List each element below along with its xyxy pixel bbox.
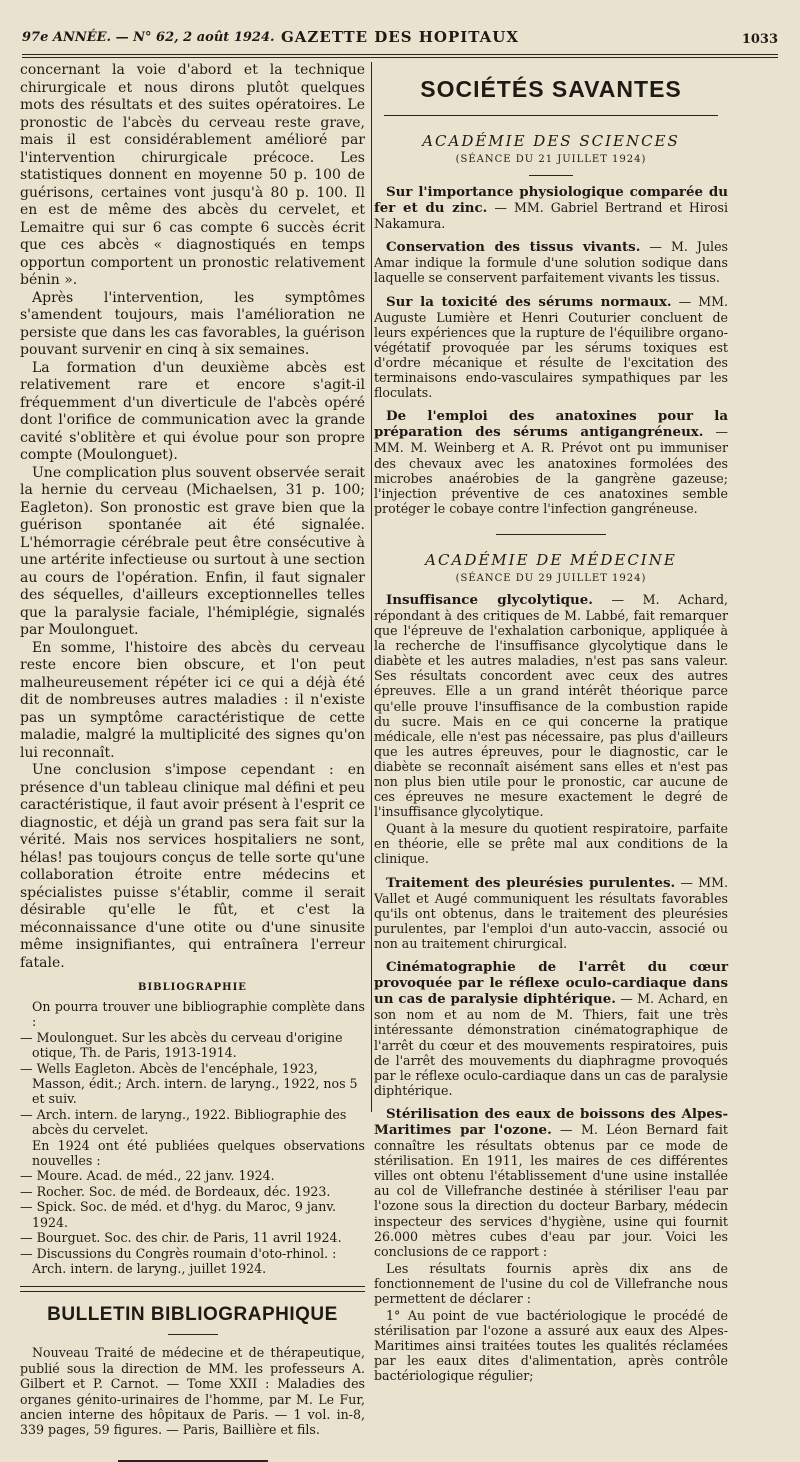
section-rule — [384, 115, 718, 116]
page-header — [22, 26, 778, 48]
report-item — [374, 1308, 728, 1383]
report-text: — M. Léon Bernard fait connaître les résultats obtenus par ce mode de stérilisation. En 1911, les maires de ces différentes villes ont obtenu l'établissement d'une usine installée au col de Villefranche destinée à stériliser l'eau par l'ozone sous la direction du docteur Barbary, médecin inspecteur des services d'hygiène, usine qui fournit 26.000 mètres cubes d'eau par jour. Voici les conclusions de ce rapport : — [374, 1121, 728, 1259]
report-item — [374, 592, 728, 819]
body-paragraph: concernant la voie d'abord et la technique chirurgicale et nous dirons plutôt quelques mots des résultats et des suites opératoires. Le pronostic de l'abcès du cerveau reste grave, mais il est considérablement amélioré par l'intervention chirurgicale précoce. Les statistiques donnent en moyenne 50 p. 100 de guérisons, certaines vont jusqu'à 80 p. 100. Il en est de même des abcès du cervelet, et Lemaitre qui sur 6 cas compte 6 succès écrit que ces abcès « diagnostiqués en temps opportun comportent un pronostic relativement bénin ». — [20, 62, 365, 288]
body-paragraph: Une complication plus souvent observée serait la hernie du cerveau (Michaelsen, 31 p. 100; Eagleton). Son pronostic est grave bien que la guérison spontanée ait été signalée. L'hémorragie cérébrale peut être consécutive à une artérite infectieuse ou surtout à une section au cours de l'opération. Enfin, il faut signaler des séquelles, d'ailleurs exceptionnelles telles que la paralysie faciale, l'hémiplégie, signalés par Moulonguet. — [20, 464, 365, 638]
header-rule — [22, 54, 778, 55]
bibliography-item: — Bourguet. Soc. des chir. de Paris, 11 avril 1924. — [20, 1230, 342, 1246]
report-text: — M. Jules Amar indique la formule d'une solution sodique dans laquelle se conservent parfaitement vivants les tissus. — [374, 239, 729, 286]
report-item — [374, 875, 728, 951]
divider — [529, 175, 573, 176]
header-rule-second — [22, 57, 778, 58]
bibliography-intro: En 1924 ont été publiées quelques observations nouvelles : — [32, 1137, 365, 1169]
section-title: SOCIÉTÉS SAVANTES — [420, 76, 682, 102]
report-title: Sur la toxicité des sérums normaux. — [386, 293, 672, 310]
closing-ornament — [118, 1460, 268, 1462]
bibliography-item: — Moulonguet. Sur les abcès du cerveau d'origine otique, Th. de Paris, 1913-1914. — [20, 1029, 343, 1061]
section-separator — [20, 1286, 365, 1292]
journal-title: GAZETTE DES HOPITAUX — [280, 28, 519, 46]
bibliography-item: — Rocher. Soc. de méd. de Bordeaux, déc. 1923. — [20, 1183, 331, 1199]
report-text: — MM. Vallet et Augé communiquent les résultats favorables qu'ils ont obtenus, dans le traitement des pleurésies purulentes, par l'emploi d'un auto-vaccin, associé ou non au traitement chirurgical. — [374, 874, 728, 951]
bibliography-item: — Discussions du Congrès roumain d'oto-rhinol. : Arch. intern. de laryng., juillet 1924. — [20, 1245, 337, 1276]
session-date: (SÉANCE DU 21 JUILLET 1924) — [455, 154, 647, 165]
report-item — [374, 821, 728, 866]
right-column — [374, 62, 728, 1384]
body-paragraph: En somme, l'histoire des abcès du cerveau reste encore bien obscure, et l'on peut malheureusement répéter ici ce qui a déjà été dit de nombreuses autres maladies : il n'existe pas un symptôme caractéristique de cette maladie, malgré la multiplicité des signes qu'on lui reconnaît. — [20, 639, 365, 761]
report-title: Insuffisance glycolytique. — [386, 591, 593, 608]
page-number: 1033 — [741, 32, 778, 47]
left-column — [20, 62, 365, 1462]
report-item — [374, 294, 728, 401]
bibliography-item: — Wells Eagleton. Abcès de l'encéphale, 1923, Masson, édit.; Arch. intern. de laryng., 1922, nos 5 et suiv. — [20, 1060, 358, 1107]
report-title: Stérilisation des eaux de boissons des Alpes-Maritimes par l'ozone. — [374, 1105, 728, 1138]
report-text: 1° Au point de vue bactériologique le procédé de stérilisation par l'ozone a assuré aux eaux des Alpes-Maritimes ainsi traitées toutes les qualités réclamées par les eaux dites d'alimentation, après contrôle bactériologique régulier; — [374, 1308, 728, 1384]
report-text: — MM. Gabriel Bertrand et Hirosi Nakamura. — [374, 200, 728, 232]
report-item — [374, 1261, 728, 1306]
title-underline — [168, 1334, 218, 1335]
academy-heading: ACADÉMIE DE MÉDECINE — [425, 550, 677, 569]
bibliography-heading: BIBLIOGRAPHIE — [138, 982, 247, 993]
bibliography-item: — Arch. intern. de laryng., 1922. Bibliographie des abcès du cervelet. — [20, 1106, 347, 1138]
bulletin-entry: Nouveau Traité de médecine et de thérapeutique, publié sous la direction de MM. les professeurs A. Gilbert et P. Carnot. — Tome XXII : Maladies des organes génito-urinaires de l'homme, par M. Le Fur, ancien interne des hôpitaux de Paris. — 1 vol. in-8, 339 pages, 59 figures. — Paris, Baillière et fils. — [20, 1345, 365, 1438]
report-text: Les résultats fournis après dix ans de fonctionnement de l'usine du col de Villefranche nous permettent de déclarer : — [374, 1260, 728, 1306]
report-text: — M. Achard, en son nom et au nom de M. Thiers, fait une très intéressante démonstration cinématographique de l'arrêt du cœur et des mouvements respiratoires, puis de l'arrêt des mouvements du diaphragme provoqués par le réflexe oculo-cardiaque dans un cas de paralysie diphtérique. — [374, 991, 728, 1098]
report-title: Sur l'importance physiologique comparée du fer et du zinc. — [374, 184, 728, 217]
report-text: Quant à la mesure du quotient respiratoire, parfaite en théorie, elle se prête mal aux conditions de la clinique. — [374, 821, 728, 867]
body-paragraph: Après l'intervention, les symptômes s'amendent toujours, mais l'amélioration ne persiste que dans les cas favorables, la guérison pouvant survenir en cinq à six semaines. — [20, 289, 365, 358]
report-text: — MM. M. Weinberg et A. R. Prévot ont pu immuniser des chevaux avec les anatoxines formolées des microbes anaérobies de la gangrène gazeuse; l'injection préventive de ces anatoxines semble protéger le cobaye contre l'infection gangréneuse. — [374, 424, 728, 516]
report-item — [374, 239, 728, 285]
bibliography-item: — Moure. Acad. de méd., 22 janv. 1924. — [20, 1168, 275, 1184]
report-item — [374, 959, 728, 1098]
report-text: — M. Achard, répondant à des critiques de M. Labbé, fait remarquer que l'épreuve de l'exhalation carbonique, appliquée à la recherche de l'insuffisance glycolytique dans le diabète et les autres maladies, n'est pas sans valeur. Ses résultats concordent avec ceux des autres épreuves. Elle a un grand intérêt théorique parce qu'elle prouve l'insuffisance de la combustion rapide du sucre. Mais en ce qui concerne la pratique médicale, elle n'est pas nécessaire, pas plus d'ailleurs que les autres épreuves, pour le diagnostic, car le diabète se reconnaît aisément sans elles et n'est pas non plus bien utile pour le pronostic, car aucune de ces épreuves ne mesure exactement le degré de l'insuffisance glycolytique. — [374, 591, 729, 820]
issue-info: 97e ANNÉE. — N° 62, 2 août 1924. — [22, 30, 275, 45]
academy-heading: ACADÉMIE DES SCIENCES — [422, 132, 680, 150]
body-paragraph: La formation d'un deuxième abcès est relativement rare et encore s'agit-il fréquemment d'un diverticule de l'abcès opéré dont l'orifice de communication avec la grande cavité s'oblitère et qui évolue pour son propre compte (Moulonguet). — [20, 359, 365, 463]
bibliography-intro: On pourra trouver une bibliographie complète dans : — [32, 999, 365, 1030]
report-text: — MM. Auguste Lumière et Henri Couturier concluent de leurs expériences que la rupture de l'équilibre organo-végétatif provoquée par les sérums toxiques est d'ordre mécanique et résulte de l'excitation des terminaisons endo-vasculaires sympathiques par les floculats. — [374, 293, 728, 401]
body-paragraph: Une conclusion s'impose cependant : en présence d'un tableau clinique mal défini et peu caractéristique, il faut avoir présent à l'esprit ce diagnostic, et déjà un grand pas sera fait sur la vérité. Mais nos services hospitaliers ne sont, hélas! pas toujours conçus de telle sorte qu'une collaboration étroite entre médecins et spécialistes puisse s'établir, comme il serait désirable qu'elle le fût, et c'est la méconnaissance d'une otite ou d'une sinusite même insignifiantes, qui entraînera l'erreur fatale. — [20, 762, 365, 971]
report-title: Traitement des pleurésies purulentes. — [386, 874, 676, 891]
report-title: De l'emploi des anatoxines pour la préparation des sérums antigangréneux. — [374, 408, 728, 441]
report-title: Conservation des tissus vivants. — [386, 239, 641, 256]
report-item — [374, 1106, 728, 1259]
session-date: (SÉANCE DU 29 JUILLET 1924) — [455, 572, 647, 584]
column-divider — [371, 62, 372, 1112]
report-title: Cinématographie de l'arrêt du cœur provoquée par le réflexe oculo-cardiaque dans un cas de paralysie diphtérique. — [374, 959, 728, 1008]
bulletin-title: BULLETIN BIBLIOGRAPHIQUE — [47, 1304, 338, 1326]
report-item — [374, 408, 728, 516]
divider — [496, 534, 606, 535]
report-item — [374, 184, 728, 231]
bibliography-item: — Spick. Soc. de méd. et d'hyg. du Maroc, 9 janv. 1924. — [20, 1199, 336, 1230]
